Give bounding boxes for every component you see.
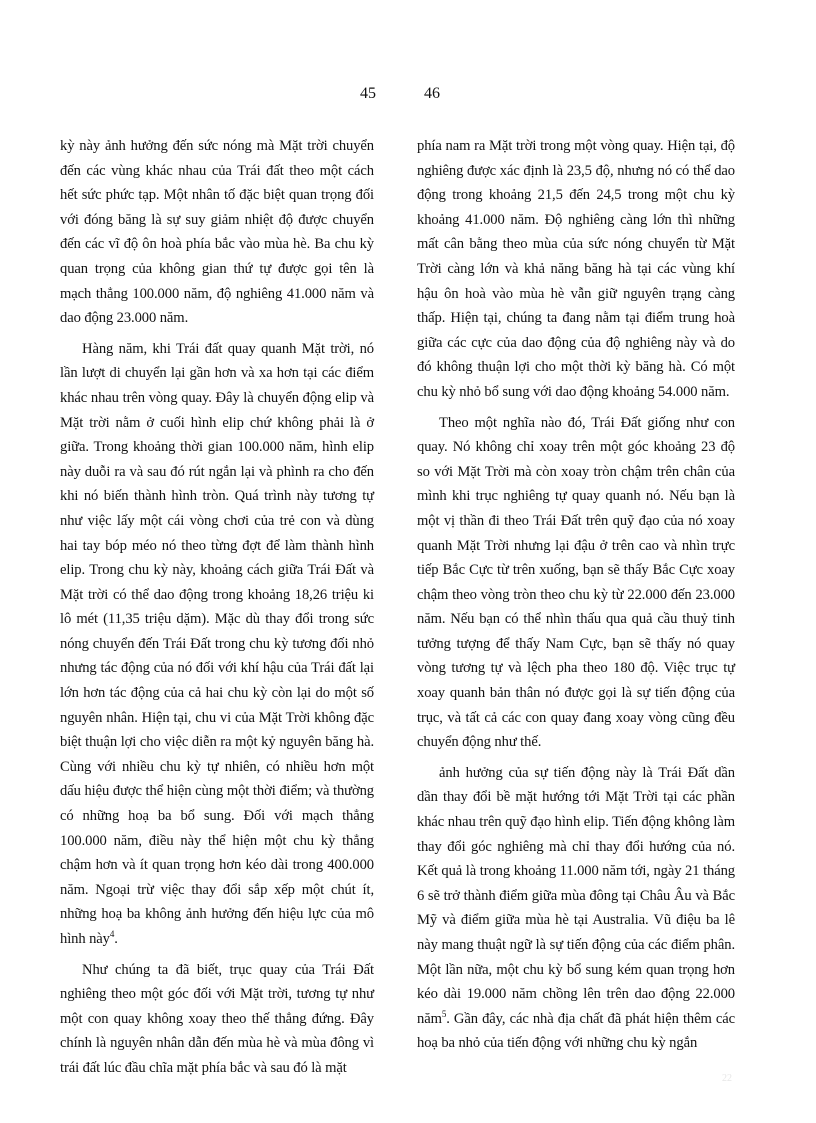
right-paragraph-2: Theo một nghĩa nào đó, Trái Đất giống như con quay. Nó không chỉ xoay trên một góc khoảng 23 độ so với Mặt Trời mà còn xoay tròn chậm trên chân của mình khi trục nghiêng tự quay quanh nó. Nếu bạn là một vị thần đi theo Trái Đất trên quỹ đạo của nó xoay quanh Mặt Trời nhưng lại đậu ở trên cao và nhìn trực tiếp Bắc Cực từ trên xuống, bạn sẽ thấy Bắc Cực xoay chậm theo vòng tròn theo chu kỳ từ 22.000 đến 23.000 năm. Nếu bạn có thể nhìn thấu qua quả cầu thuỷ tinh tưởng tượng để thấy Nam Cực, bạn sẽ thấy nó quay vòng tương tự và lệch pha theo 180 độ. Việc trục tự xoay quanh bản thân nó được gọi là sự tiến động của trục, và tất cả các con quay đang xoay vòng cũng đều chuyển động như thế. (417, 414, 735, 751)
right-paragraph-3-end: . Gần đây, các nhà địa chất đã phát hiện thêm các hoạ ba nhỏ của tiến động với những chu kỳ ngắn (417, 1010, 735, 1052)
right-paragraph-3 (417, 761, 735, 1056)
left-paragraph-2-end: . (114, 931, 118, 947)
left-text-column (60, 134, 374, 1087)
right-paragraph-1: phía nam ra Mặt trời trong một vòng quay. Hiện tại, độ nghiêng được xác định là 23,5 độ, nhưng nó có thể dao động trong khoảng 21,5 đến 24,5 trong một chu kỳ khoảng 41.000 năm. Độ nghiêng càng lớn thì những mất cân bằng theo mùa của sức nóng chuyển từ Mặt Trời càng lớn và khả năng băng hà tại các vùng khí hậu ôn hoà vào mùa hè vẫn giữ nguyên trạng càng thấp. Hiện tại, chúng ta đang nằm tại điểm trung hoà giữa các cực của dao động của độ nghiêng này và do đó không thuận lợi cho một thời kỳ băng hà. Có một chu kỳ nhỏ bổ sung với dao động khoảng 54.000 năm. (417, 138, 735, 400)
left-paragraph-2-text: Hàng năm, khi Trái đất quay quanh Mặt trời, nó lần lượt di chuyển lại gần hơn và xa hơn tại các điểm khác nhau trên vòng quay. Đây là chuyển động elip và Mặt trời nằm ở cuối hình elip chứ không phải là ở giữa. Trong khoảng thời gian 100.000 năm, hình elip này duỗi ra và sau đó rút ngắn lại và phình ra cho đến khi nó biến thành hình tròn. Quá trình này tương tự như việc lấy một cái vòng chơi của trẻ con và dùng hai tay bóp méo nó theo từng đợt để làm thành hình elip. Trong chu kỳ này, khoảng cách giữa Trái Đất và Mặt trời có thể dao động trong khoảng 18,26 triệu ki lô mét (11,35 triệu dặm). Mặc dù thay đổi trong sức nóng chuyển đến Trái Đất trong chu kỳ tương đối nhỏ nhưng tác động của nó đối với khí hậu của Trái đất lại lớn hơn tác động của cả hai chu kỳ còn lại do một số nguyên nhân. Hiện tại, chu vi của Mặt Trời không đặc biệt thuận lợi cho việc diễn ra một kỷ nguyên băng hà. Cùng với nhiều chu kỳ tự nhiên, có nhiều hơn một dấu hiệu được thể hiện cùng một thời điểm; và thường có những hoạ ba bổ sung. Đối với mạch thẳng 100.000 năm, điều này thể hiện một chu kỳ thẳng chậm hơn và ít quan trọng hơn kéo dài trong 400.000 năm. Ngoại trừ việc thay đổi sắp xếp một chút ít, những hoạ ba không ảnh hưởng đến hiệu lực của mô hình này (60, 340, 374, 947)
faint-page-mark: 22 (722, 1073, 732, 1084)
right-paragraph-3-text: ảnh hưởng của sự tiến động này là Trái Đất dần dần thay đổi bề mặt hướng tới Mặt Trời tại các phần khác nhau trên quỹ đạo hình elip. Tiến động không làm thay đổi góc nghiêng mà chỉ thay đổi hướng của nó. Kết quả là trong khoảng 11.000 năm tới, ngày 21 tháng 6 sẽ trở thành điểm giữa mùa đông tại Châu Âu và Bắc Mỹ và điểm giữa mùa hè tại Australia. Vũ điệu ba lê này mang thuật ngữ là sự tiến động của các điểm phân. Một lần nữa, một chu kỳ bổ sung kém quan trọng hơn kéo dài 19.000 năm chồng lên trên dao động 22.000 năm (417, 764, 735, 1027)
left-page-number: 45 (360, 85, 376, 102)
footnote-marker-4: 4 (109, 929, 115, 940)
right-text-column (417, 134, 735, 1062)
left-paragraph-3: Như chúng ta đã biết, trục quay của Trái Đất nghiêng theo một góc đối với Mặt trời, tương tự như một con quay không xoay theo thế thẳng đứng. Đây chính là nguyên nhân dẫn đến mùa hè và mùa đông vì trái đất lúc đầu chĩa mặt phía bắc và sau đó là mặt (60, 961, 374, 1076)
right-page-number: 46 (424, 85, 440, 102)
footnote-marker-5: 5 (441, 1008, 447, 1019)
left-paragraph-2 (60, 337, 374, 952)
left-paragraph-1: kỳ này ảnh hưởng đến sức nóng mà Mặt trời chuyển đến các vùng khác nhau của Trái đất theo một cách hết sức phức tạp. Một nhân tố đặc biệt quan trọng đối với đóng băng là sự suy giảm nhiệt độ được chuyển đến các vĩ độ ôn hoà phía bắc vào mùa hè. Ba chu kỳ quan trọng của không gian thứ tự được gọi tên là mạch thẳng 100.000 năm, độ nghiêng 41.000 năm và dao động 23.000 năm. (60, 138, 374, 327)
